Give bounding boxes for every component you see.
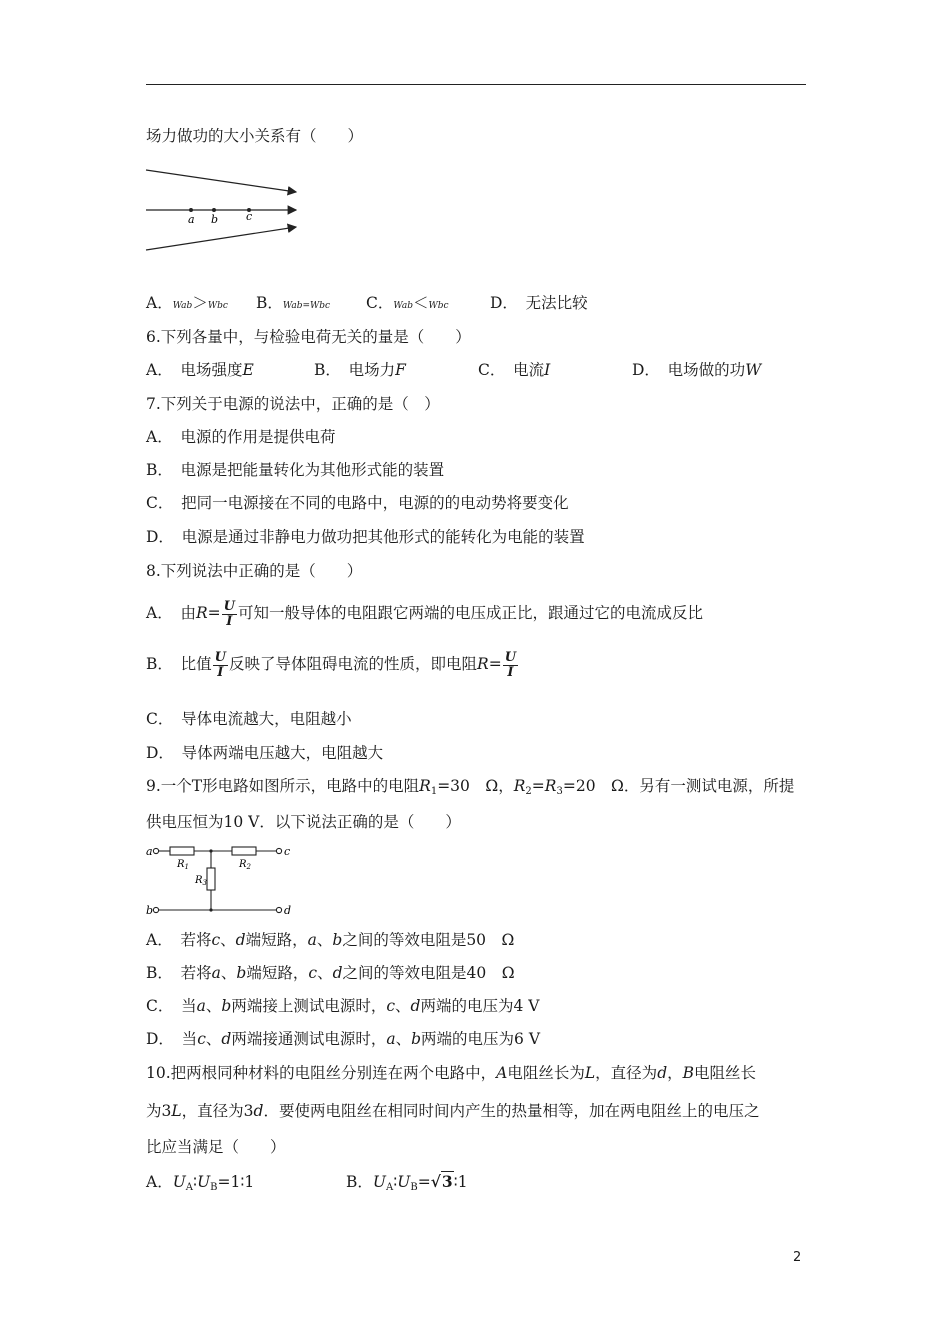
q10-stem-line3: 比应当满足（ ） <box>146 1138 286 1156</box>
resistor-r1 <box>170 847 194 855</box>
q8-stem: 8.下列说法中正确的是（ ） <box>146 562 363 580</box>
q10-stem-line2: 为3L，直径为3d．要使两电阻丝在相同时间内产生的热量相等，加在两电阻丝上的电压之 <box>146 1102 760 1120</box>
q9-option-c: C． 当a、b两端接上测试电源时，c、d两端的电压为4 V <box>146 997 540 1015</box>
q6-option-c: C． 电流I <box>478 361 551 379</box>
field-lines-figure <box>146 165 306 255</box>
q6-option-d: D． 电场做的功W <box>632 361 762 379</box>
field-line-top <box>146 170 296 192</box>
header-rule <box>146 84 806 85</box>
q5-option-b: B．Wab=Wbc <box>256 294 331 312</box>
point-a <box>189 208 193 212</box>
q7-option-b: B． 电源是把能量转化为其他形式能的装置 <box>146 461 445 479</box>
q9-stem-line2: 供电压恒为10 V．以下说法正确的是（ ） <box>146 813 461 831</box>
label-b: b <box>211 213 219 226</box>
q5-option-d: D． 无法比较 <box>490 294 588 312</box>
label-c: c <box>246 210 253 223</box>
circuit-label-d: d <box>284 904 292 917</box>
q8-option-c: C． 导体电流越大，电阻越小 <box>146 710 352 728</box>
circuit-label-r1: $R_1$ <box>177 859 189 871</box>
q10-option-a: A．$U_A∶U_B=1∶1$ <box>146 1173 255 1193</box>
label-a: a <box>188 213 195 226</box>
terminal-c <box>276 848 281 853</box>
q9-stem-line1: 9.一个T形电路如图所示，电路中的电阻$R_1=30$ Ω，$R_2=R_3=20$ Ω．另有一测试电源，所提 <box>146 777 795 797</box>
sqrt-symbol: √3 <box>430 1172 453 1191</box>
terminal-d <box>276 907 281 912</box>
q6-stem: 6.下列各量中，与检验电荷无关的量是（ ） <box>146 328 471 346</box>
q7-option-c: C． 把同一电源接在不同的电路中，电源的的电动势将要变化 <box>146 494 569 512</box>
resistor-r3 <box>207 868 215 890</box>
q8-option-b: B． 比值 $\frac{U}{I}$ 反映了导体阻碍电流的性质，即电阻R= $\frac{U}{I}$ <box>146 649 517 680</box>
field-line-bottom <box>146 227 296 250</box>
q6-option-b: B． 电场力F <box>314 361 406 379</box>
fraction-u-over-i: $\frac{U}{I}$ <box>504 649 517 680</box>
q8-option-a: A． 由R= $\frac{U}{I}$ 可知一般导体的电阻跟它两端的电压成正比，跟通过它的电流成反比 <box>146 598 703 629</box>
q5-option-c: C．Wab＜Wbc <box>366 294 449 312</box>
page-number: 2 <box>793 1250 802 1265</box>
circuit-label-r3: $R_3$ <box>195 875 207 887</box>
circuit-label-b: b <box>146 904 154 917</box>
q9-option-b: B． 若将a、b端短路，c、d之间的等效电阻是40 Ω <box>146 964 515 982</box>
circuit-label-a: a <box>146 845 153 858</box>
q5-options <box>146 293 588 316</box>
fraction-u-over-i: $\frac{U}{I}$ <box>214 649 226 680</box>
q7-option-d: D． 电源是通过非静电力做功把其他形式的能转化为电能的装置 <box>146 528 585 546</box>
terminal-b <box>153 907 158 912</box>
q7-stem: 7.下列关于电源的说法中，正确的是（ ） <box>146 395 440 413</box>
q10-option-b: B．$U_A∶U_B=√3∶1$ <box>346 1172 468 1193</box>
t-circuit-figure <box>146 842 296 918</box>
q5-stem: 场力做功的大小关系有（ ） <box>146 127 364 145</box>
q6-options <box>146 360 761 380</box>
circuit-label-c: c <box>284 845 291 858</box>
q10-options <box>146 1172 468 1198</box>
q6-option-a: A． 电场强度E <box>146 361 254 379</box>
point-b <box>212 208 216 212</box>
q9-option-a: A． 若将c、d端短路，a、b之间的等效电阻是50 Ω <box>146 931 515 949</box>
q10-stem-line1: 10.把两根同种材料的电阻丝分别连在两个电路中，A电阻丝长为L，直径为d，B电阻丝长 <box>146 1064 757 1082</box>
resistor-r2 <box>232 847 256 855</box>
q8-option-d: D． 导体两端电压越大，电阻越大 <box>146 744 384 762</box>
q9-option-d: D． 当c、d两端接通测试电源时，a、b两端的电压为6 V <box>146 1030 541 1048</box>
terminal-a <box>153 848 158 853</box>
circuit-label-r2: $R_2$ <box>239 859 251 871</box>
q7-option-a: A． 电源的作用是提供电荷 <box>146 428 336 446</box>
fraction-u-over-i: $\frac{U}{I}$ <box>223 598 235 629</box>
q5-option-a: A．Wab＞Wbc <box>146 294 228 312</box>
